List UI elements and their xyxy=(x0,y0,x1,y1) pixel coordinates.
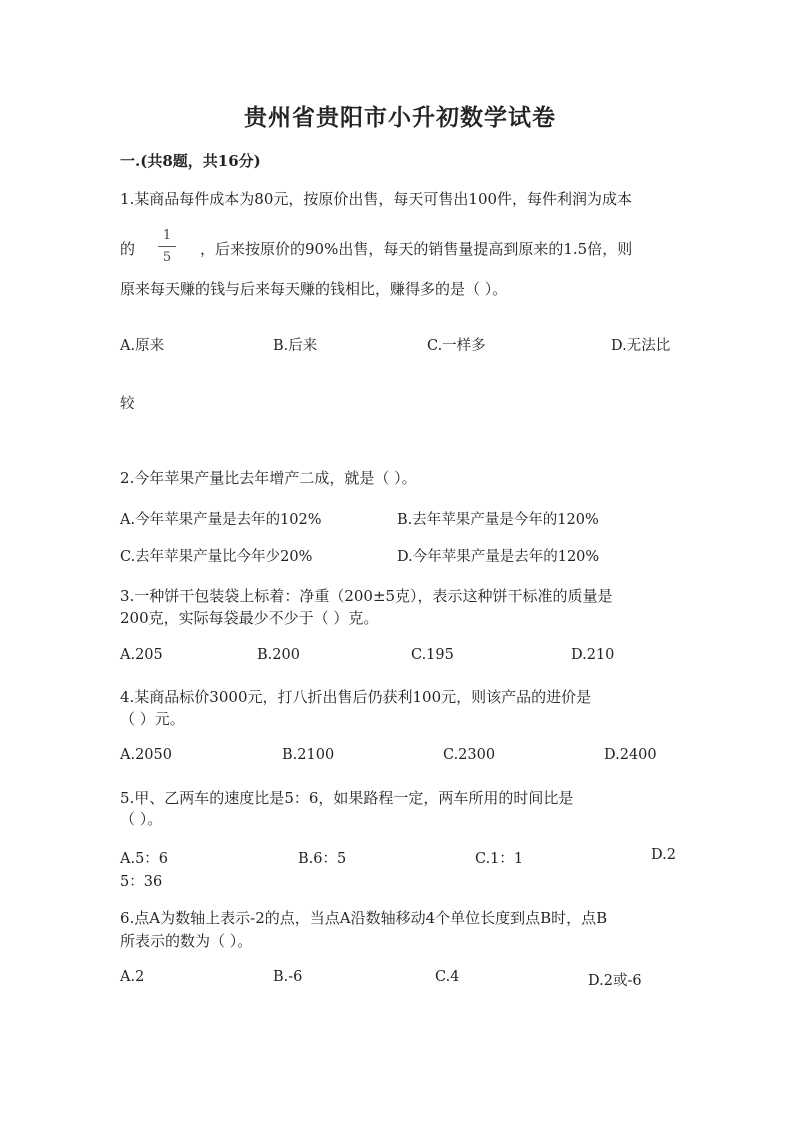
option-b[interactable]: B.后来 xyxy=(273,338,318,354)
option-a[interactable]: A.5：6 xyxy=(120,851,169,867)
question-3-line-2: 200克，实际每袋最少不少于（ ）克。 xyxy=(120,609,379,627)
question-1-line-1: 1.某商品每件成本为80元，按原价出售，每天可售出100件，每件利润为成本 xyxy=(120,190,633,208)
question-4-line-1: 4.某商品标价3000元，打八折出售后仍获利100元，则该产品的进价是 xyxy=(120,688,592,706)
option-d[interactable]: D.无法比 xyxy=(611,338,671,354)
question-3-line-1: 3.一种饼干包装袋上标着：净重（200±5克），表示这种饼干标准的质量是 xyxy=(120,587,613,605)
option-c[interactable]: C.195 xyxy=(411,647,454,663)
question-1-line-3: ，后来按原价的90%出售，每天的销售量提高到原来的1.5倍，则 xyxy=(200,240,633,258)
option-b[interactable]: B.200 xyxy=(257,647,300,663)
option-b[interactable]: B.6：5 xyxy=(298,851,347,867)
option-d[interactable]: D.2或-6 xyxy=(588,973,642,989)
option-a[interactable]: A.原来 xyxy=(120,338,165,354)
option-d[interactable]: D.2 xyxy=(651,847,676,863)
option-c[interactable]: C.4 xyxy=(435,969,460,985)
option-c[interactable]: C.1：1 xyxy=(475,851,524,867)
question-1-line-4: 原来每天赚的钱与后来每天赚的钱相比，赚得多的是（ ）。 xyxy=(120,280,508,298)
question-6-line-2: 所表示的数为（ ）。 xyxy=(120,932,253,950)
option-a[interactable]: A.今年苹果产量是去年的102% xyxy=(120,512,322,528)
option-c[interactable]: C.去年苹果产量比今年少20% xyxy=(120,549,313,565)
option-d[interactable]: D.今年苹果产量是去年的120% xyxy=(397,549,600,565)
question-5-line-1: 5.甲、乙两车的速度比是5：6，如果路程一定，两车所用的时间比是 xyxy=(120,789,574,807)
option-d[interactable]: D.2400 xyxy=(604,747,657,763)
fraction-numerator: 1 xyxy=(162,228,172,243)
option-a[interactable]: A.2 xyxy=(120,969,145,985)
fraction xyxy=(156,228,178,265)
page-title: 贵州省贵阳市小升初数学试卷 xyxy=(244,104,556,131)
fraction-denominator: 5 xyxy=(162,250,172,265)
fraction-bar xyxy=(158,246,176,247)
option-a[interactable]: A.2050 xyxy=(120,747,172,763)
option-c[interactable]: C.2300 xyxy=(443,747,496,763)
question-5-line-2: （ ）。 xyxy=(120,810,163,828)
option-d-continued: 较 xyxy=(120,396,135,412)
option-c[interactable]: C.一样多 xyxy=(427,338,486,354)
option-b[interactable]: B.-6 xyxy=(273,969,303,985)
option-a[interactable]: A.205 xyxy=(120,647,163,663)
question-1-line-2: 的 xyxy=(120,240,136,258)
option-d[interactable]: D.210 xyxy=(571,647,615,663)
question-6-line-1: 6.点A为数轴上表示-2的点，当点A沿数轴移动4个单位长度到点B时，点B xyxy=(120,909,608,927)
option-d-continued: 5：36 xyxy=(120,874,163,890)
option-b[interactable]: B.去年苹果产量是今年的120% xyxy=(397,512,599,528)
option-b[interactable]: B.2100 xyxy=(282,747,335,763)
question-4-line-2: （ ）元。 xyxy=(120,710,185,728)
section-heading: 一.(共8题，共16分) xyxy=(120,152,261,170)
question-2-line-1: 2.今年苹果产量比去年增产二成，就是（ ）。 xyxy=(120,469,417,487)
